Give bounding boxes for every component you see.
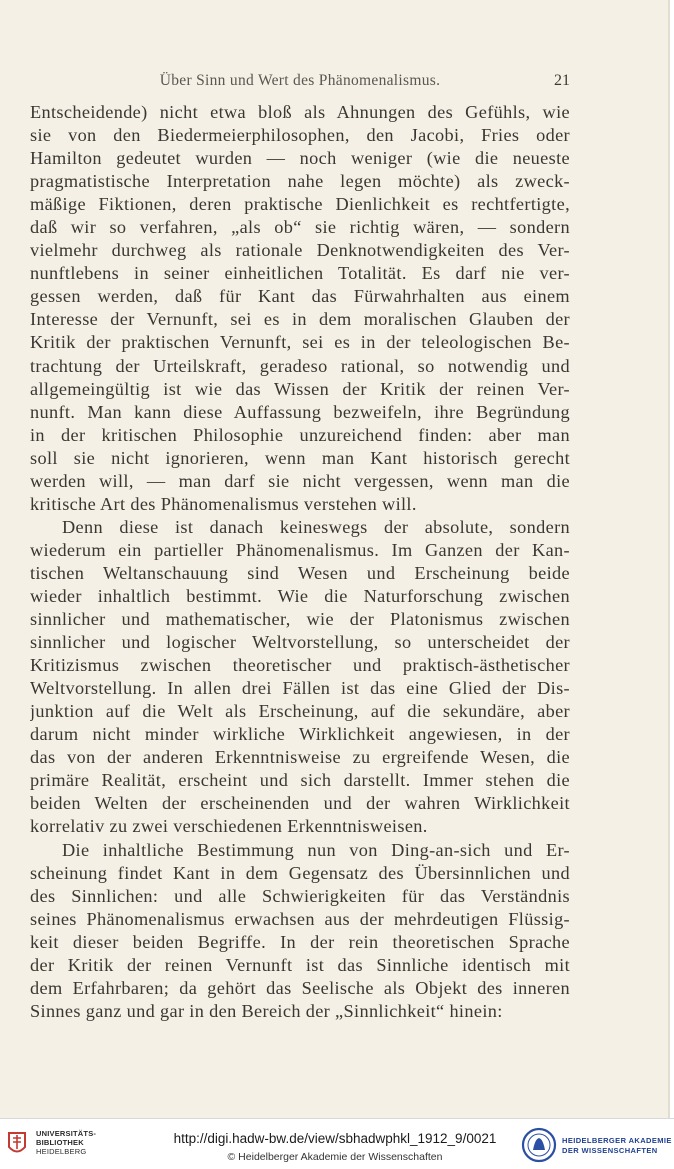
body-text (30, 101, 570, 1023)
text-line: allgemeingültig ist wie das Wissen der Kritik der reinen Ver- (30, 378, 570, 399)
text-line: mäßige Fiktionen, deren praktische Dienlichkeit es rechtfertigte, (30, 194, 570, 215)
library-crest-icon (6, 1129, 28, 1159)
text-line: trachtung der Urteilskraft, geradeso rational, so notwendig und (30, 355, 570, 376)
text-line: seines Phänomenalismus erwachsen aus der mehrdeutigen Flüssig- (30, 908, 570, 929)
text-line: der Kritik der reinen Vernunft ist das Sinnliche identisch mit (30, 954, 570, 975)
text-line: keit dieser beiden Begriffe. In der rein theoretischen Sprache (30, 931, 570, 952)
text-line: wiederum ein partieller Phänomenalismus. Im Ganzen der Kan- (30, 539, 570, 560)
text-line: Denn diese ist danach keineswegs der absolute, sondern (62, 516, 570, 537)
text-line: primäre Realität, erscheint und sich darstellt. Immer stehen die (30, 770, 570, 791)
text-line: tischen Weltanschauung sind Wesen und Erscheinung beide (30, 562, 570, 583)
copyright-notice: © Heidelberger Akademie der Wissenschaften (227, 1151, 443, 1163)
text-line: darum nicht minder wirkliche Wirklichkeit angewiesen, in der (30, 724, 570, 745)
academy-name (562, 1136, 672, 1156)
text-line: sinnlicher und mathematischer, wie der Platonismus zwischen (30, 609, 570, 630)
text-line: des Sinnlichen: und alle Schwierigkeiten für das Verständnis (30, 885, 570, 906)
text-line: dem Erfahrbaren; da gehört das Seelische als Objekt des inneren (30, 977, 570, 998)
text-line: soll sie nicht ignorieren, wenn man Kant historisch gerecht (30, 447, 570, 468)
library-name (36, 1129, 96, 1156)
text-line: pragmatistische Interpretation nahe legen möchte) als zweck- (30, 171, 570, 192)
text-line: das von der anderen Erkenntnisweise zu ergreifende Wesen, die (30, 747, 570, 768)
paragraph (30, 101, 570, 516)
text-line: Interesse der Vernunft, sei es in dem moralischen Glauben der (30, 309, 570, 330)
text-line: korrelativ zu zwei verschiedenen Erkenntnisweisen. (30, 816, 428, 837)
text-line: sie von den Biedermeierphilosophen, den Jacobi, Fries oder (30, 125, 570, 146)
academy-seal-icon (520, 1126, 558, 1164)
library-name-line: BIBLIOTHEK (36, 1138, 84, 1147)
text-line: nunftlebens in seiner einheitlichen Totalität. Es darf nie ver- (30, 263, 570, 284)
page-number: 21 (554, 72, 570, 89)
text-line: Die inhaltliche Bestimmung nun von Ding-an-sich und Er- (62, 839, 570, 860)
text-line: kritische Art des Phänomenalismus verstehen will. (30, 493, 417, 514)
paragraph (30, 839, 570, 1023)
paragraph (30, 516, 570, 839)
running-title: Über Sinn und Wert des Phänomenalismus. (159, 72, 441, 89)
text-line: scheinung findet Kant in dem Gegensatz des Übersinnlichen und (30, 862, 570, 883)
text-line: sinnlicher und logischer Weltvorstellung, so unterscheidet der (30, 632, 570, 653)
academy-name-line: DER WISSENSCHAFTEN (562, 1146, 658, 1155)
running-head (30, 72, 570, 94)
academy-name-line: HEIDELBERGER AKADEMIE (562, 1136, 672, 1145)
text-line: beiden Welten der erscheinenden und der wahren Wirklichkeit (30, 793, 570, 814)
text-line: Entscheidende) nicht etwa bloß als Ahnungen des Gefühls, wie (30, 102, 570, 122)
text-line: wieder inhaltlich bestimmt. Wie die Naturforschung zwischen (30, 585, 570, 606)
text-line: Sinnes ganz und gar in den Bereich der „Sinnlichkeit“ hinein: (30, 1000, 503, 1021)
library-logo[interactable] (6, 1127, 126, 1161)
text-line: Kritizismus zwischen theoretischer und praktisch-ästhetischer (30, 655, 570, 676)
text-line: werden will, — man darf sie nicht vergessen, wenn man die (30, 470, 570, 491)
text-line: daß wir so verfahren, „als ob“ sie richtig wären, — sondern (30, 217, 570, 238)
text-line: Weltvorstellung. In allen drei Fällen ist das eine Glied der Dis- (30, 678, 570, 699)
digitization-footer (0, 1118, 674, 1169)
text-line: vielmehr durchweg als rationale Denknotwendigkeiten des Ver- (30, 240, 570, 261)
text-line: Hamilton gedeutet wurden — noch weniger (wie die neueste (30, 148, 570, 169)
text-line: in der kritischen Philosophie unzureichend finden: aber man (30, 424, 570, 445)
text-line: Kritik der praktischen Vernunft, sei es in der teleologischen Be- (30, 332, 570, 353)
text-line: junktion auf die Welt als Erscheinung, auf die sekundäre, aber (30, 701, 570, 722)
library-name-line: HEIDELBERG (36, 1147, 87, 1156)
source-url-link[interactable]: http://digi.hadw-bw.de/view/sbhadwphkl_1912_9/0021 (173, 1131, 497, 1146)
text-line: nunft. Man kann diese Auffassung bezweifeln, ihre Begründung (30, 401, 570, 422)
text-line: gessen werden, daß für Kant das Fürwahrhalten aus einem (30, 286, 570, 307)
library-name-line: UNIVERSITÄTS- (36, 1129, 97, 1138)
academy-logo[interactable] (518, 1126, 674, 1164)
